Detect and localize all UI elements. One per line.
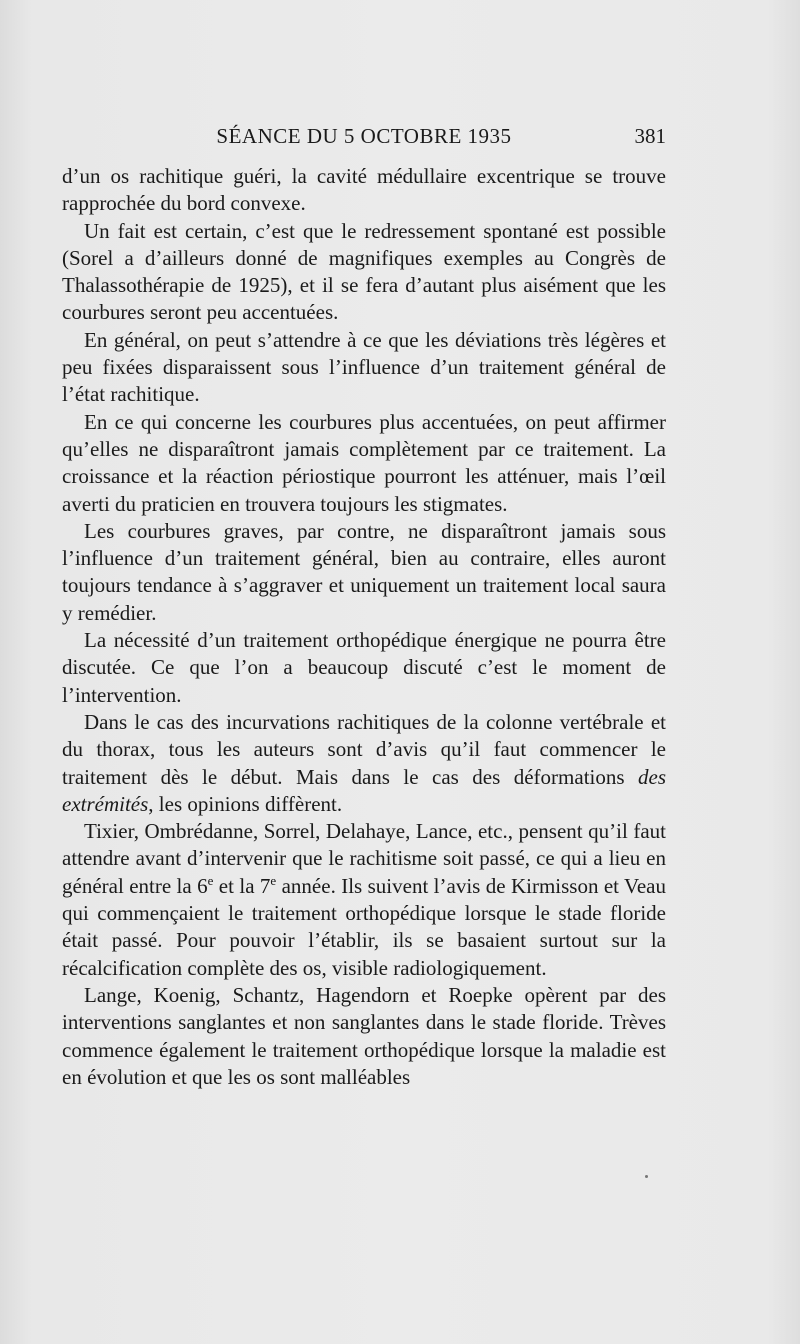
paragraph-extremites: [62, 709, 666, 818]
body-text: [62, 163, 666, 1091]
text-run: année. Ils suivent l’avis de Kirmisson et Veau qui commençaient le traitement orthopédique lorsque le stade floride était passé. Pour pouvoir l’établir, ils se basaient surtout sur la récalcification complète des os, visible radiologiquement.: [62, 873, 667, 980]
running-head: SÉANCE DU 5 OCTOBRE 1935: [216, 124, 512, 148]
paragraph: En général, on peut s’attendre à ce que les déviations très légères et peu fixées disparaissent sous l’influence d’un traitement général de l’état rachitique.: [62, 327, 666, 407]
paragraph: La nécessité d’un traitement orthopédique énergique ne pourra être discutée. Ce que l’on a beaucoup discuté c’est le moment de l’intervention.: [62, 628, 666, 707]
text-run: Dans le cas des incurvations rachitiques de la colonne vertébrale et du thorax, tous les auteurs sont d’avis qu’il faut commencer le traitement dès le début. Mais dans le cas des déformations: [62, 709, 666, 789]
page-number: 381: [634, 124, 666, 148]
superscript: e: [207, 872, 214, 888]
paragraph: Un fait est certain, c’est que le redressement spontané est possible (Sorel a d’ailleurs donné de magnifiques exemples au Congrès de Thalassothérapie de 1925), et il se fera d’autant plus aisément que les courbures seront peu accentuées.: [62, 218, 666, 325]
paragraph: Les courbures graves, par contre, ne disparaîtront jamais sous l’influence d’un traitement général, bien au contraire, elles auront toujours tendance à s’aggraver et uniquement un traitement local saura y remédier.: [62, 518, 666, 625]
paragraph: Lange, Koenig, Schantz, Hagendorn et Roepke opèrent par des interventions sanglantes et non sanglantes dans le stade floride. Trèves commence également le traitement orthopédique lorsque la maladie est en évolution et que les os sont malléables: [62, 982, 666, 1089]
paragraph: d’un os rachitique guéri, la cavité médullaire excentrique se trouve rapprochée du bord convexe.: [62, 164, 666, 216]
italic-text: des extrémités: [62, 764, 666, 816]
text-run: , les opinions diffèrent.: [148, 791, 343, 816]
page-header: [62, 124, 666, 154]
text-run: et la 7: [213, 873, 271, 898]
paper-speck: [645, 1175, 648, 1178]
paragraph-tixier: [62, 818, 666, 982]
superscript: e: [270, 872, 277, 888]
paragraph: En ce qui concerne les courbures plus accentuées, on peut affirmer qu’elles ne disparaîtront jamais complètement par ce traitement. La croissance et la réaction périostique pourront les atténuer, mais l’œil averti du praticien en trouvera toujours les stigmates.: [62, 409, 666, 516]
text-run: Tixier, Ombrédanne, Sorrel, Delahaye, Lance, etc., pensent qu’il faut attendre avant d’intervenir que le rachitisme soit passé, ce qui a lieu en général entre la 6: [62, 819, 666, 898]
